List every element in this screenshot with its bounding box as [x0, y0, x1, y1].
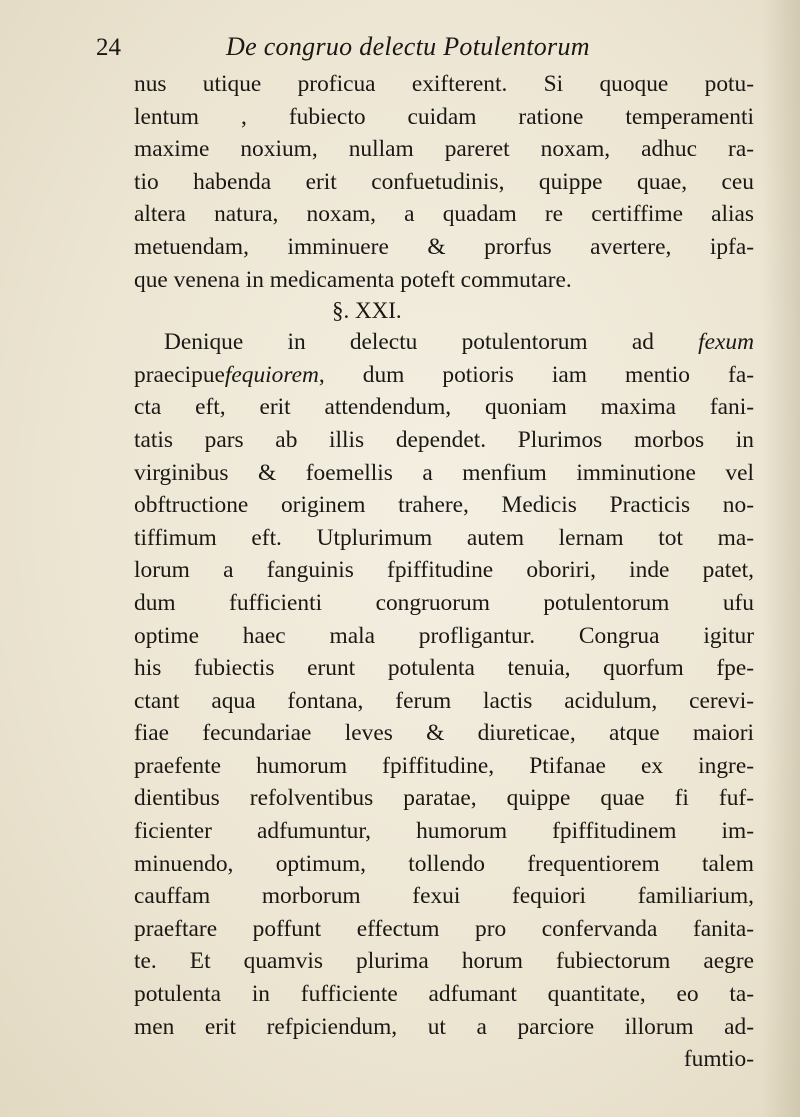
text-segment: praecipue [134, 361, 225, 388]
text-line: men erit refpiciendum, ut a parciore illorum ad- [134, 1013, 754, 1040]
text-segment: , dum potioris iam mentio fa- [318, 361, 754, 388]
text-line: tatis pars ab illis dependet. Plurimos morbos in [134, 426, 754, 453]
running-title: De congruo delectu Potulentorum [226, 32, 590, 61]
text-line: ctant aqua fontana, ferum lactis acidulum, cerevi- [134, 687, 754, 714]
text-line: tio habenda erit confuetudinis, quippe quae, ceu [134, 168, 754, 195]
italic-term: fexum [698, 329, 754, 356]
text-line: metuendam, imminuere & prorfus avertere, ipfa- [134, 233, 754, 260]
text-line: maxime noxium, nullam pareret noxam, adhuc ra- [134, 136, 754, 163]
text-line: optime haec mala profligantur. Congrua igitur [134, 622, 754, 649]
text-line: ficienter adfumuntur, humorum fpiffitudinem im- [134, 818, 754, 845]
text-line: que venena in medicamenta poteft commutare. [134, 266, 572, 293]
text-line: potulenta in fufficiente adfumant quantitate, eo ta- [134, 981, 754, 1008]
text-line: lentum , fubiecto cuidam ratione temperamenti [134, 103, 754, 130]
text-line: minuendo, optimum, tollendo frequentiorem talem [134, 850, 754, 877]
text-line: te. Et quamvis plurima horum fubiectorum aegre [134, 948, 754, 975]
text-line-first [134, 326, 754, 359]
page-edge-shadow [762, 0, 800, 1117]
text-segment: Denique in delectu potulentorum ad [164, 329, 654, 356]
text-line: cauffam morborum fexui fequiori familiarium, [134, 883, 754, 910]
section-heading: §. XXI. [332, 298, 402, 324]
text-line: obftructione originem trahere, Medicis Practicis no- [134, 492, 754, 519]
text-line: nus utique proficua exifterent. Si quoque potu- [134, 71, 754, 97]
text-line: his fubiectis erunt potulenta tenuia, quorfum fpe- [134, 655, 754, 682]
text-line: lorum a fanguinis fpiffitudine oboriri, inde patet, [134, 557, 754, 584]
text-line: dientibus refolventibus paratae, quippe quae fi fuf- [134, 785, 754, 812]
text-line: dum fufficienti congruorum potulentorum ufu [134, 589, 754, 616]
text-line: praefente humorum fpiffitudine, Ptifanae ex ingre- [134, 752, 754, 779]
text-line: altera natura, noxam, a quadam re certiffime alias [134, 201, 754, 228]
text-line-second [134, 359, 754, 392]
text-line: praeftare poffunt effectum pro confervanda fanita- [134, 915, 754, 942]
text-line: fiae fecundariae leves & diureticae, atque maiori [134, 720, 754, 747]
body-text [134, 68, 754, 1076]
catchword: fumtio- [683, 1046, 754, 1073]
page-header [96, 22, 716, 72]
italic-term: fequiorem [224, 361, 319, 388]
page-number: 24 [96, 34, 121, 61]
text-line: tiffimum eft. Utplurimum autem lernam tot ma- [134, 524, 754, 551]
text-line: virginibus & foemellis a menfium imminutione vel [134, 459, 754, 486]
text-line: cta eft, erit attendendum, quoniam maxima fani- [134, 394, 754, 421]
